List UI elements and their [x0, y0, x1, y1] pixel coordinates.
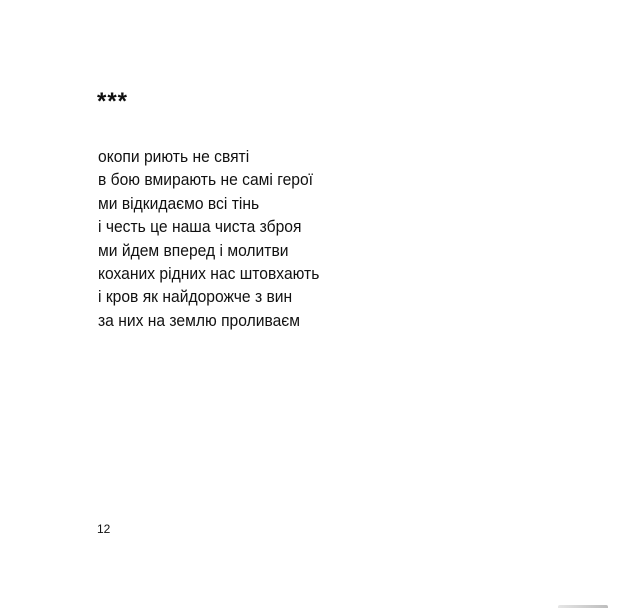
poem-stanza: [98, 145, 339, 332]
section-separator: ***: [97, 88, 129, 115]
poem-line: коханих рідних нас штовхають: [98, 264, 320, 284]
page-number: 12: [97, 522, 111, 536]
poem-line: ми відкидаємо всі тінь: [98, 193, 260, 213]
poem-line: в бою вмирають не самі герої: [98, 170, 314, 190]
poem-line: окопи риють не святі: [98, 147, 250, 166]
poem-line: і честь це наша чиста зброя: [98, 217, 302, 237]
poem-line: ми йдем вперед і молитви: [98, 240, 289, 260]
poem-line: за них на землю проливаєм: [98, 310, 301, 330]
poem-line: і кров як найдорожче з вин: [98, 287, 293, 307]
